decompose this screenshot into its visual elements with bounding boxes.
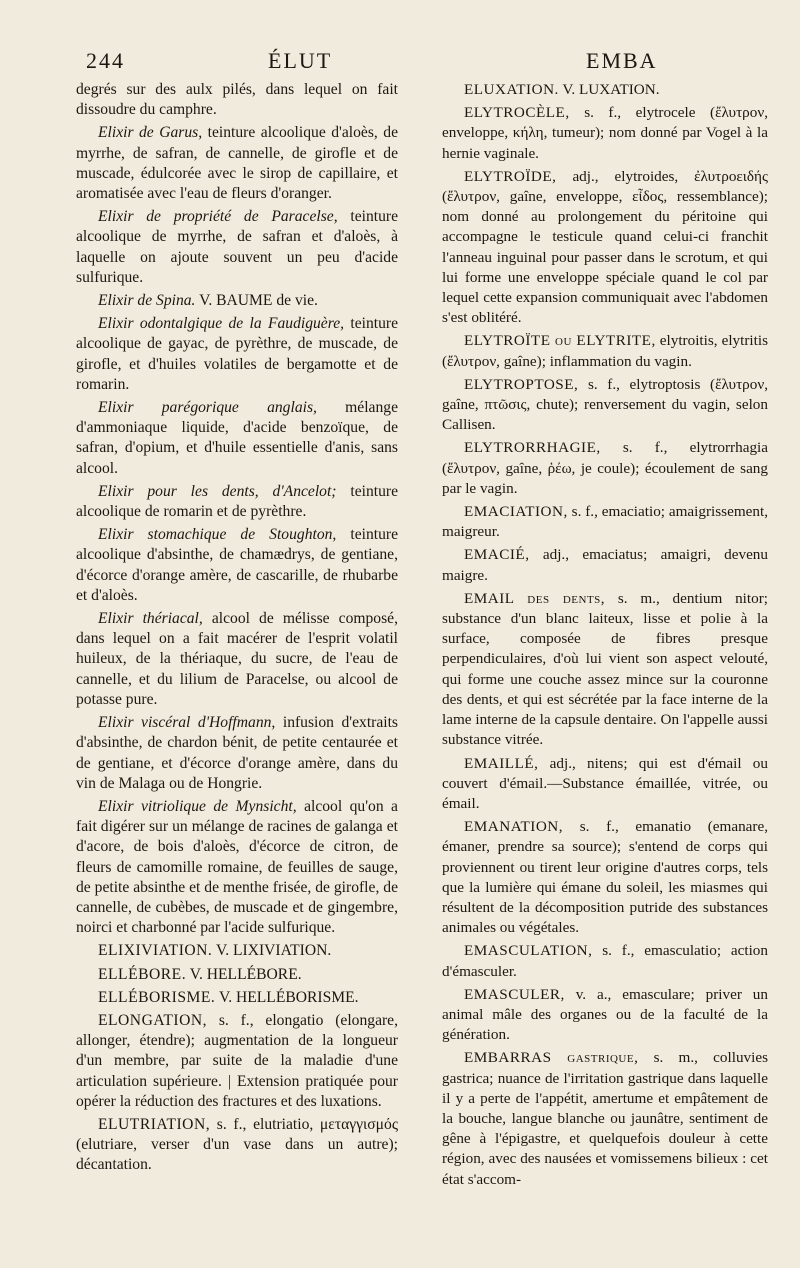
entry <box>76 314 398 395</box>
entry-term: Elixir thériacal, <box>98 610 203 628</box>
entry <box>442 331 768 371</box>
entry-definition: V. HELLÉBORISME. <box>218 988 359 1006</box>
entry <box>442 502 768 542</box>
entry-definition: s. m., colluvies gastrica; nuance de l'irritation gastrique dans laquelle il y a perte de l'appétit, amertume et empâtement de la bouche, langue blanche ou jaunâtre, sentiment de gêne à l'épigastre, et quelquefois douleur à cette région, avec des nausées et vomissemens bilieux : cet état s'accom- <box>442 1049 769 1188</box>
entry <box>76 941 398 961</box>
entry-definition: V. HELLÉBORE. <box>189 965 302 983</box>
entry <box>76 609 398 710</box>
entry <box>76 1115 398 1176</box>
entry-definition: s. f., elytroptosis (ἔλυτρον, gaîne, πτῶσις, chute); renversement du vagin, selon Callisen. <box>442 375 769 434</box>
entry <box>442 438 768 499</box>
entry-term: Elixir de Spina. <box>98 292 196 310</box>
entry-term: ELYTRORRHAGIE, <box>464 439 601 457</box>
entry <box>76 988 398 1008</box>
entry <box>442 103 768 164</box>
entry <box>76 207 398 288</box>
entry <box>442 941 768 981</box>
running-header <box>86 48 764 78</box>
entry-definition: s. f., elytrocele (ἔλυτρον, enveloppe, κήλη, tumeur); nom donné par Vogel à la hernie vaginale. <box>442 104 769 162</box>
entry-definition: V. LIXIVIATION. <box>215 942 332 960</box>
entry-term: ELYTROCÈLE, <box>464 104 570 122</box>
entry-term: ELYTROPTOSE, <box>464 375 579 393</box>
entry <box>76 797 398 938</box>
entry <box>442 817 768 938</box>
entry-definition: teinture alcoolique de gayac, de pyrèthre, de muscade, de girofle, et d'huiles volatiles de bergamotte et de romarin. <box>76 315 398 393</box>
entry-definition: teinture alcoolique d'absinthe, de chamædrys, de gentiane, d'écorce d'orange amère, de cascarille, de rhubarbe et d'aloès. <box>76 526 398 604</box>
entry <box>442 167 768 329</box>
entry-term: EMASCULER, <box>464 985 565 1003</box>
entry <box>76 482 398 522</box>
entry-definition: adj., nitens; qui est d'émail ou couvert d'émail.—Substance émaillée, vitrée, ou émail. <box>442 754 768 812</box>
entry <box>442 80 768 100</box>
entry-definition: teinture alcoolique d'aloès, de myrrhe, de safran, de cannelle, de girofle et de muscade, édulcorée avec le sirop de capillaire, et aromatisée avec l'eau de fleurs d'oranger. <box>76 124 399 203</box>
entry-term: EMACIATION, <box>464 503 568 521</box>
entry-definition: infusion d'extraits d'absinthe, de chardon bénit, de petite centaurée et de gentiane, et d'écorce d'orange amère, dans du vin de Malaga ou de Hongrie. <box>76 714 398 792</box>
entry-definition: s. f., elutriatio, μεταγγισμός (elutriare, verser d'un vase dans un autre); décantation. <box>76 1115 398 1174</box>
entry-definition: V. BAUME de vie. <box>199 292 318 310</box>
entry-term: Elixir viscéral d'Hoffmann, <box>98 714 276 732</box>
entry-definition: s. f., emasculatio; action d'émasculer. <box>442 942 768 980</box>
entry-term: Elixir pour les dents, d'Ancelot; <box>98 482 337 500</box>
entry-definition: adj., emaciatus; amaigri, devenu maigre. <box>442 546 768 584</box>
entry-definition: s. f., emaciatio; amaigrissement, maigreur. <box>442 503 768 541</box>
entry-term: ELUXATION. <box>464 81 559 98</box>
entry-term: EMAIL des dents, <box>464 589 606 607</box>
header-left-word: ÉLUT <box>268 48 333 73</box>
entry-definition: mélange d'ammoniaque liquide, d'acide benzoïque, de safran, d'opium, et d'huile essentielle d'anis, sans alcool. <box>76 399 398 477</box>
entry <box>442 754 768 815</box>
entry-term: Elixir odontalgique de la Faudiguère, <box>98 315 345 333</box>
entry <box>442 589 768 751</box>
entry-definition: adj., elytroides, ἐλυτροειδής (ἔλυτρον, gaîne, enveloppe, εἶδος, ressemblance); nom donné au prolongement du péritoine qui accompagne le testicule quand celui-ci franchit l'anneau inguinal pour passer dans le scrotum, et qui lui forme une enveloppe spéciale quand le col par lequel cette expansion communiquait avec l'abdomen s'est oblitéré. <box>442 167 768 327</box>
entry-term: Elixir vitriolique de Mynsicht, <box>98 797 297 815</box>
entry-term: ELLÉBORE. <box>98 965 187 983</box>
entry-term: Elixir stomachique de Stoughton, <box>98 526 337 544</box>
entry-term: ELLÉBORISME. <box>98 988 216 1006</box>
entry <box>442 545 768 585</box>
entry <box>76 525 398 606</box>
entry-term: EMAILLÉ, <box>464 754 539 772</box>
left-column <box>76 80 398 1179</box>
entry-definition: s. f., emanatio (emanare, émaner, prendre sa source); s'entend de corps qui proviennent ou tirent leur origine d'autres corps, tels que la lumière qui émane du soleil, les miasmes qui résultent de la décomposition putride des substances animales ou végétales. <box>442 818 768 937</box>
entry <box>442 985 768 1046</box>
entry-definition: teinture alcoolique de myrrhe, de safran et d'aloès, à laquelle on ajoute souvent un peu d'acide sulfurique. <box>76 208 399 286</box>
entry-term: EMBARRAS gastrique, <box>464 1049 639 1067</box>
page-number: 244 <box>86 48 125 73</box>
entry <box>76 398 398 479</box>
entry <box>76 291 398 311</box>
entry <box>76 713 398 794</box>
entry-term: ELUTRIATION, <box>98 1115 211 1133</box>
entry-term: ELIXIVIATION. <box>98 942 213 960</box>
entry-definition: s. m., dentium nitor; substance d'un blanc laiteux, lisse et polie à la surface, composée de fibres presque perpendiculaires, d'où lui vient son aspect velouté, qui forme une couche assez mince sur la couronne des dents, et qui est sécrétée par la face interne de la lame interne de la capsule dentaire. On l'appelle aussi substance vitrée. <box>442 589 768 749</box>
entry-continuation: degrés sur des aulx pilés, dans lequel on fait dissoudre du camphre. <box>76 81 398 119</box>
entry-term: ELONGATION, <box>98 1011 208 1029</box>
entry-term: Elixir de Garus, <box>98 124 203 142</box>
entry <box>442 1048 768 1189</box>
entry-definition: alcool de mélisse composé, dans lequel on a fait macérer de l'esprit volatil huileux, de la thériaque, du sucre, de l'eau de cannelle, et du lilium de Paracelse, ou alcool de potasse pure. <box>76 610 398 708</box>
entry-term: Elixir de propriété de Paracelse, <box>98 208 338 226</box>
entry-term: EMACIÉ, <box>464 546 530 564</box>
entry-term: EMANATION, <box>464 818 564 836</box>
entry-term: EMASCULATION, <box>464 942 593 960</box>
entry-term: ELYTROÏDE, <box>464 167 557 185</box>
entry <box>442 375 768 436</box>
entry-definition: elytroitis, elytritis (ἔλυτρον, gaîne); inflammation du vagin. <box>442 332 768 370</box>
entry-term: Elixir parégorique anglais, <box>98 399 317 417</box>
right-column <box>442 80 768 1193</box>
entry-definition: s. f., elytrorrhagia (ἔλυτρον, gaîne, ῥέω, je coule); écoulement de sang par le vagin. <box>442 439 769 497</box>
entry-definition: alcool qu'on a fait digérer sur un mélange de racines de galanga et d'acore, de bois d'aloès, d'écorce de citron, de fleurs de camomille romaine, de feuilles de sauge, de petite absinthe et de menthe frisée, de girofle, de cannelle, de cubèbes, de muscade et de gingembre, noirci et charbonné par l'acide sulfurique. <box>76 797 398 937</box>
entry-definition: V. LUXATION. <box>562 81 660 98</box>
entry-definition: s. f., elongatio (elongare, allonger, étendre); augmentation de la longueur d'un membre, par suite de la maladie d'une articulation supérieure. | Extension pratiquée pour opérer la réduction des fractures et des luxations. <box>76 1011 398 1110</box>
entry-term: ELYTROÏTE ou ELYTRITE, <box>464 332 656 350</box>
entry-definition: teinture alcoolique de romarin et de pyrèthre. <box>76 482 398 521</box>
entry <box>76 1011 398 1112</box>
entry <box>76 123 398 204</box>
entry <box>76 965 398 985</box>
header-right-word: EMBA <box>586 48 658 73</box>
entry-definition: v. a., emasculare; priver un animal mâle des organes ou de la faculté de la génération. <box>442 985 768 1044</box>
